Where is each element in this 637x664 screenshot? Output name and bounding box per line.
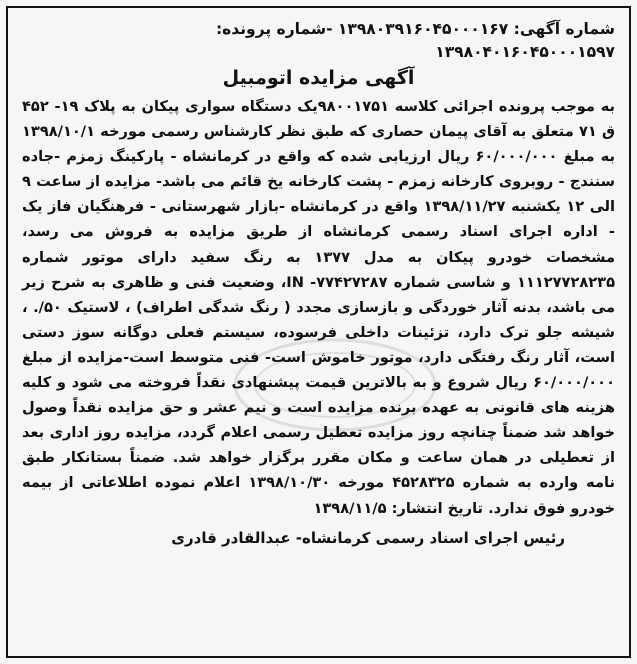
body-paragraph: به موجب پرونده اجرائی کلاسه ۹۸۰۰۱۷۵۱یک دستگاه سواری پیکان به پلاک ۱۹- ۴۵۲ ق ۷۱ متعلق به آقای پیمان حصاری که طبق نظر کارشناس رسمی مورخه ۱۳۹۸/۱۰/۱ به مبلغ ۶۰/۰۰۰/۰۰۰ ریال ارزیابی شده که واقع در کرمانشاه - پارکینگ زمزم -جاده سنندج - روبروی کارخانه زمزم - پشت کارخانه یخ قائم می باشد- مزایده از ساعت ۹ الی ۱۲ یکشنبه ۱۳۹۸/۱۱/۲۷ واقع در کرمانشاه -بازار شهرستانی - فرهنگیان فاز یک - اداره اجرای اسناد رسمی کرمانشاه از طریق مزایده به فروش می رسد، مشخصات خودرو پیکان به مدل ۱۳۷۷ به رنگ سفید دارای موتور شماره ۱۱۱۲۷۷۲۸۲۳۵ و شاسی شماره ۷۷۴۲۷۲۸۷- IN، وضعیت فنی و ظاهری به شرح زیر می باشد، بدنه آثار خوردگی و بازسازی مجدد ( رنگ شدگی اطراف) ، لاستیک ۵۰/. ، شیشه جلو ترک دارد، تزئینات داخلی فرسوده، سیستم فعلی دوگانه سوز دستی است، آثار رنگ رفتگی دارد، موتور خاموش است- فنی متوسط است-مزایده از مبلغ ۶۰/۰۰۰/۰۰۰ ریال شروع و به بالاترین قیمت پیشنهادی نقداً فروخته می شود و کلیه هزینه های قانونی به عهده برنده مزایده است و نیم عشر و حق مزایده نقداً وصول خواهد شد ضمناً چنانچه روز مزایده تعطیل رسمی اعلام گردد، مزایده روز اداری بعد از تعطیلی در همان ساعت و مکان مقرر برگزار خواهد شد. ضمناً بستانکار طبق نامه وارده به شماره ۴۵۲۸۳۲۵ مورخه ۱۳۹۸/۱۰/۳۰ اعلام نموده اطلاعاتی از بیمه خودرو فوق ندارد. تاریخ انتشار: ۱۳۹۸/۱۱/۵ [22,98,616,517]
case-number-value: ۱۳۹۸۰۴۰۱۶۰۴۵۰۰۰۱۵۹۷ [435,43,615,61]
notice-title: آگهی مزایده اتومبیل [222,67,415,89]
case-number-line [22,41,615,64]
notice-number-label: شماره آگهی: [513,20,615,38]
notice-body [22,94,615,521]
case-number-label: -شماره پرونده: [215,20,333,38]
notice-frame [6,6,631,658]
notice-number-line [22,18,615,41]
signature-line: رئیس اجرای اسناد رسمی کرمانشاه- عبدالقادر قادری [171,528,565,547]
notice-number-value: ۱۳۹۸۰۳۹۱۶۰۴۵۰۰۰۱۶۷ [337,20,509,38]
